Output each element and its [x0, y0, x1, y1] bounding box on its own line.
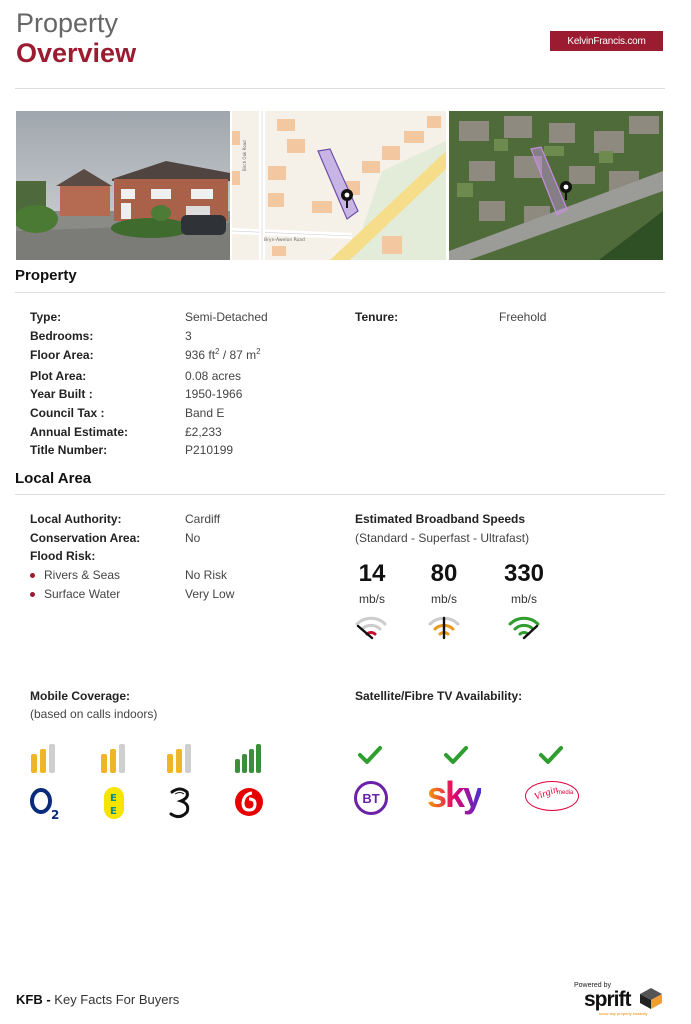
speed-value: 14	[358, 560, 386, 587]
bt-logo	[354, 781, 388, 815]
local-authority-value: Cardiff	[185, 512, 221, 526]
check-icon	[443, 744, 469, 766]
speed-value: 330	[503, 560, 545, 587]
sprift-cube-icon	[638, 986, 664, 1010]
property-field-label: Title Number:	[30, 443, 108, 457]
signal-bar	[256, 744, 261, 773]
satellite-map	[449, 111, 663, 260]
signal-bar	[235, 759, 240, 773]
tenure-label: Tenure:	[355, 310, 399, 324]
tenure-value: Freehold	[499, 310, 547, 324]
property-section-title: Property	[15, 267, 77, 284]
virgin-logo-text: Virgin	[532, 784, 560, 803]
flood-item	[30, 587, 234, 601]
bt-logo-text: BT	[362, 790, 380, 806]
property-field-label: Year Built :	[30, 387, 93, 401]
footer-kfb-abbr: KFB -	[16, 992, 51, 1007]
signal-bar	[110, 749, 116, 773]
property-field-row	[30, 310, 268, 324]
svg-text:E: E	[110, 806, 117, 817]
superscript: 2	[256, 347, 261, 356]
signal-bar	[31, 754, 37, 773]
speed-gauge-medium-icon	[427, 612, 461, 642]
conservation-label: Conservation Area:	[30, 531, 141, 545]
flood-risk-row	[30, 549, 95, 563]
o2-logo-icon	[29, 787, 63, 821]
tenure-row	[355, 310, 546, 324]
mobile-coverage-subtitle: (based on calls indoors)	[30, 707, 158, 721]
property-field-row	[30, 347, 261, 362]
local-area-divider	[15, 494, 665, 495]
floor-area-m: / 87 m	[219, 348, 257, 362]
property-field-value: 0.08 acres	[185, 369, 242, 383]
virgin-media-text: media	[557, 790, 574, 796]
signal-bar	[101, 754, 107, 773]
speed-standard	[355, 560, 389, 606]
street-map	[232, 111, 446, 260]
brand-logo: KelvinFrancis.com	[550, 31, 663, 51]
signal-strength-icon	[235, 744, 265, 774]
speed-ultrafast	[500, 560, 548, 606]
property-field-label: Annual Estimate:	[30, 425, 129, 439]
property-field-row	[30, 387, 242, 401]
check-icon	[538, 744, 564, 766]
vodafone-logo-icon	[233, 786, 265, 818]
property-field-value: Semi-Detached	[185, 310, 268, 324]
signal-strength-icon	[31, 744, 61, 774]
local-authority-row	[30, 512, 220, 526]
property-field-row	[30, 406, 224, 420]
sprift-tagline: know any property instantly	[599, 1011, 648, 1016]
conservation-row	[30, 531, 200, 545]
road-label-1: Birch Oak Road	[242, 140, 247, 171]
speed-gauge-high-icon	[507, 612, 541, 642]
street-view-photo	[16, 111, 230, 260]
property-field-label: Council Tax :	[30, 406, 105, 420]
signal-bar	[242, 754, 247, 773]
floor-area-ft: 936 ft	[185, 348, 216, 362]
tv-availability-title: Satellite/Fibre TV Availability:	[355, 689, 523, 703]
signal-bar	[49, 744, 55, 773]
mobile-coverage-title: Mobile Coverage:	[30, 689, 131, 703]
ee-logo-icon	[101, 786, 127, 820]
signal-bar	[185, 744, 191, 773]
property-field-row	[30, 443, 233, 457]
flood-item-value: Very Low	[185, 587, 235, 601]
signal-bar	[40, 749, 46, 773]
footer-kfb-text: Key Facts For Buyers	[54, 992, 180, 1007]
property-field-label: Type:	[30, 310, 62, 324]
speed-unit: mb/s	[510, 592, 537, 606]
property-field-value: £2,233	[185, 425, 222, 439]
signal-bar	[176, 749, 182, 773]
speed-value: 80	[430, 560, 458, 587]
virgin-media-logo	[525, 781, 579, 811]
broadband-subtitle: (Standard - Superfast - Ultrafast)	[355, 531, 530, 545]
property-field-row	[30, 329, 192, 343]
bullet-icon	[30, 573, 35, 578]
signal-bar	[249, 749, 254, 773]
sky-logo: sky	[427, 774, 482, 815]
property-divider	[15, 292, 665, 293]
powered-by-label: Powered by	[574, 982, 611, 989]
bullet-icon	[30, 592, 35, 597]
conservation-value: No	[185, 531, 201, 545]
property-field-row	[30, 425, 222, 439]
flood-item-label: Rivers & Seas	[44, 568, 121, 582]
signal-strength-icon	[101, 744, 131, 774]
speed-gauge-low-icon	[354, 612, 388, 642]
flood-item-value: No Risk	[185, 568, 228, 582]
flood-item	[30, 568, 227, 582]
property-field-value: 3	[185, 329, 192, 343]
property-field-label: Plot Area:	[30, 369, 87, 383]
signal-bar	[119, 744, 125, 773]
property-field-value: Band E	[185, 406, 225, 420]
property-field-value: 1950-1966	[185, 387, 243, 401]
speed-superfast	[427, 560, 461, 606]
local-area-section-title: Local Area	[15, 470, 92, 487]
sprift-logo: sprift	[584, 988, 631, 1011]
property-field-value: P210199	[185, 443, 234, 457]
check-icon	[357, 744, 383, 766]
signal-bar	[167, 754, 173, 773]
page-title-line2: Overview	[16, 38, 137, 68]
speed-unit: mb/s	[358, 592, 385, 606]
road-label-2: Bryn-Awelon Road	[264, 238, 305, 243]
flood-item-label: Surface Water	[44, 587, 121, 601]
property-field-value	[185, 347, 261, 362]
flood-risk-label: Flood Risk:	[30, 549, 96, 563]
signal-strength-icon	[167, 744, 197, 774]
speed-unit: mb/s	[430, 592, 457, 606]
header-divider	[15, 88, 665, 89]
superscript: 2	[215, 347, 220, 356]
three-logo-icon	[167, 786, 193, 820]
broadband-title: Estimated Broadband Speeds	[355, 512, 526, 526]
page-title-line1: Property	[16, 8, 119, 38]
footer-kfb	[16, 992, 179, 1007]
local-authority-label: Local Authority:	[30, 512, 122, 526]
property-field-label: Floor Area:	[30, 348, 94, 362]
svg-text:2: 2	[51, 808, 60, 821]
property-field-row	[30, 369, 241, 383]
property-field-label: Bedrooms:	[30, 329, 94, 343]
svg-text:E: E	[110, 793, 117, 804]
